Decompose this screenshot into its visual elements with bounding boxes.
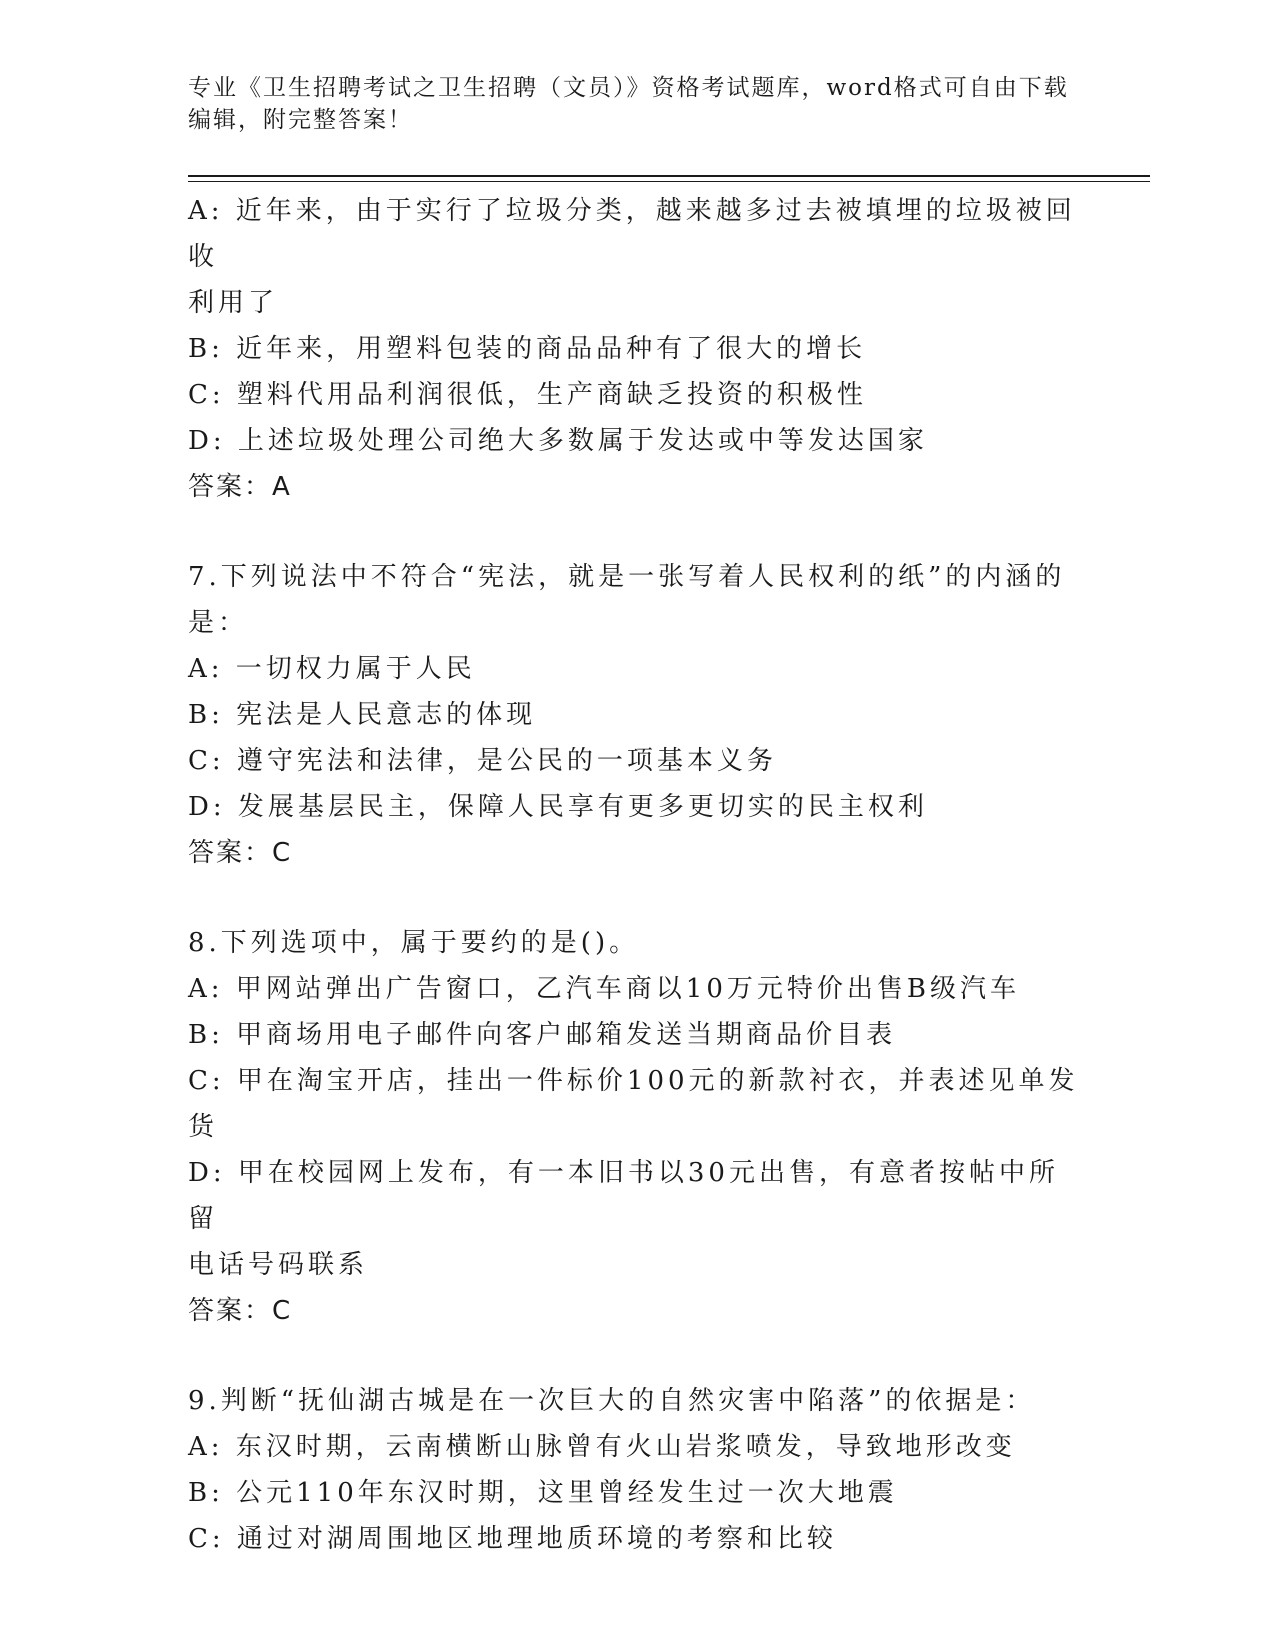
q9-option-b: B: 公元110年东汉时期，这里曾经发生过一次大地震	[188, 1478, 898, 1508]
q7-question-line-1: 7.下列说法中不符合“宪法，就是一张写着人民权利的纸”的内涵的	[188, 562, 1066, 592]
q8-answer: 答案：C	[188, 1296, 293, 1326]
q9-option-a: A: 东汉时期，云南横断山脉曾有火山岩浆喷发，导致地形改变	[188, 1432, 1016, 1462]
q6-option-a-line-2: 利用了	[188, 288, 279, 318]
question-7	[188, 554, 1088, 876]
document-header	[188, 72, 1088, 136]
header-divider-thin	[188, 181, 1150, 182]
q6-option-d: D: 上述垃圾处理公司绝大多数属于发达或中等发达国家	[188, 426, 928, 456]
q6-option-a-line-1: A: 近年来，由于实行了垃圾分类，越来越多过去被填埋的垃圾被回收	[188, 196, 1076, 272]
q6-answer: 答案：A	[188, 472, 292, 502]
q8-question: 8.下列选项中，属于要约的是()。	[188, 928, 640, 958]
question-list	[188, 188, 1088, 1562]
q8-option-a: A: 甲网站弹出广告窗口，乙汽车商以10万元特价出售B级汽车	[188, 974, 1020, 1004]
question-spacer	[188, 510, 1088, 554]
q7-option-a: A: 一切权力属于人民	[188, 654, 476, 684]
q7-question-line-2: 是：	[188, 608, 249, 638]
header-title-line-2: 编辑，附完整答案！	[188, 107, 413, 133]
q7-option-b: B: 宪法是人民意志的体现	[188, 700, 537, 730]
q8-option-c: C: 甲在淘宝开店，挂出一件标价100元的新款衬衣，并表述见单发货	[188, 1066, 1079, 1142]
q9-question: 9.判断“抚仙湖古城是在一次巨大的自然灾害中陷落”的依据是：	[188, 1386, 1036, 1416]
question-8	[188, 920, 1088, 1334]
q8-option-b: B: 甲商场用电子邮件向客户邮箱发送当期商品价目表	[188, 1020, 897, 1050]
q7-option-d: D: 发展基层民主，保障人民享有更多更切实的民主权利	[188, 792, 928, 822]
q8-option-d-line-2: 电话号码联系	[188, 1250, 369, 1280]
q9-option-c: C: 通过对湖周围地区地理地质环境的考察和比较	[188, 1524, 837, 1554]
question-9	[188, 1378, 1088, 1562]
q7-option-c: C: 遵守宪法和法律，是公民的一项基本义务	[188, 746, 777, 776]
header-divider-thick	[188, 175, 1150, 177]
question-spacer	[188, 876, 1088, 920]
header-title-line-1: 专业《卫生招聘考试之卫生招聘（文员）》资格考试题库，word格式可自由下载	[188, 75, 1069, 101]
q6-option-c: C: 塑料代用品利润很低，生产商缺乏投资的积极性	[188, 380, 867, 410]
question-spacer	[188, 1334, 1088, 1378]
q8-option-d-line-1: D: 甲在校园网上发布，有一本旧书以30元出售，有意者按帖中所留	[188, 1158, 1059, 1234]
q7-answer: 答案：C	[188, 838, 293, 868]
question-6-continued	[188, 188, 1088, 510]
q6-option-b: B: 近年来，用塑料包装的商品品种有了很大的增长	[188, 334, 867, 364]
